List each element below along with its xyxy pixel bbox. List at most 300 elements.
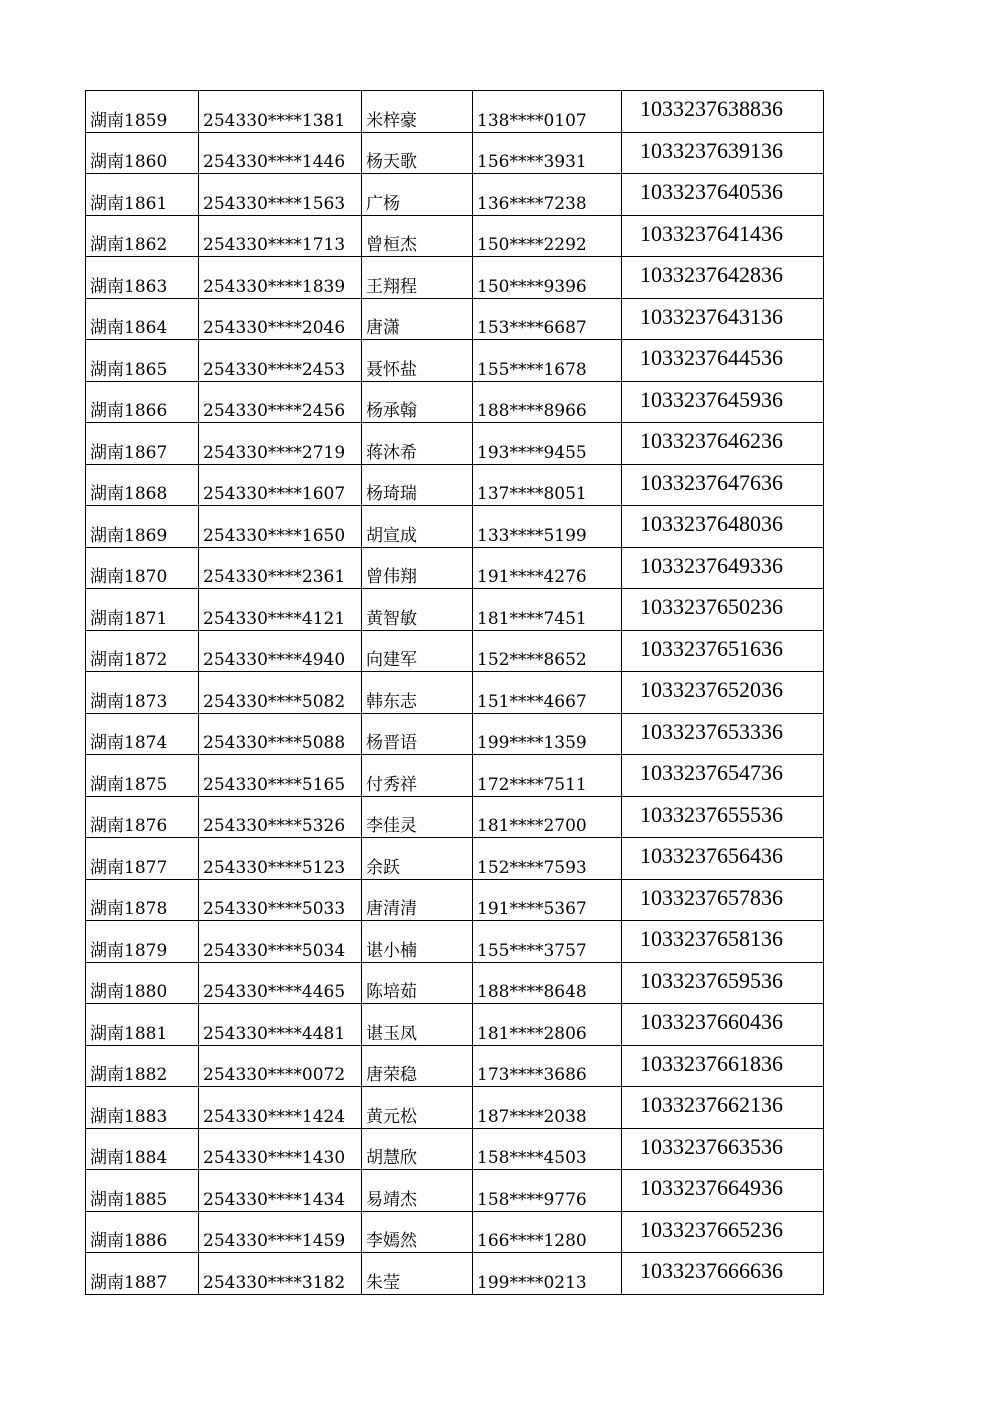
region-code-cell xyxy=(86,298,199,340)
tracking-number-cell xyxy=(622,1087,824,1129)
region-code-text: 湖南1862 xyxy=(90,235,168,255)
id-number-text: 254330****4940 xyxy=(203,650,346,670)
tracking-number-text: 1033237638836 xyxy=(640,96,783,122)
name-text: 黄元松 xyxy=(366,1106,417,1127)
region-code-text: 湖南1865 xyxy=(90,359,168,380)
table-body xyxy=(86,91,824,1295)
phone-text: 188****8966 xyxy=(477,401,587,421)
region-code-text: 湖南1867 xyxy=(90,442,168,463)
id-number-text: 254330****2453 xyxy=(203,359,346,380)
id-number-cell xyxy=(199,1004,362,1046)
region-code-text: 湖南1864 xyxy=(90,318,168,338)
name-text: 聂怀盐 xyxy=(366,359,417,380)
name-cell xyxy=(362,796,473,838)
table-row xyxy=(86,1004,824,1046)
id-number-text: 254330****5088 xyxy=(203,733,346,753)
name-cell xyxy=(362,1170,473,1212)
tracking-number-text: 1033237666636 xyxy=(640,1258,783,1284)
table-row xyxy=(86,298,824,340)
table-row xyxy=(86,921,824,963)
id-number-cell xyxy=(199,921,362,963)
region-code-cell xyxy=(86,215,199,257)
tracking-number-cell xyxy=(622,879,824,921)
name-text: 唐清清 xyxy=(366,899,417,919)
region-code-text: 湖南1873 xyxy=(90,691,168,712)
table-row xyxy=(86,589,824,631)
id-number-text: 254330****5165 xyxy=(203,774,346,795)
phone-cell xyxy=(473,1211,622,1253)
phone-text: 166****1280 xyxy=(477,1231,587,1251)
tracking-number-text: 1033237640536 xyxy=(640,179,783,205)
tracking-number-text: 1033237643136 xyxy=(640,303,783,329)
table-row xyxy=(86,257,824,299)
region-code-text: 湖南1880 xyxy=(90,982,168,1002)
tracking-number-text: 1033237658136 xyxy=(640,926,783,952)
phone-cell xyxy=(473,796,622,838)
phone-text: 158****9776 xyxy=(477,1189,587,1210)
name-text: 陈培茹 xyxy=(366,982,417,1002)
data-table xyxy=(85,90,824,1295)
table-row xyxy=(86,713,824,755)
name-text: 余跃 xyxy=(366,857,400,878)
name-text: 李佳灵 xyxy=(366,816,417,836)
id-number-text: 254330****2456 xyxy=(203,401,346,421)
tracking-number-text: 1033237652036 xyxy=(640,677,783,703)
region-code-cell xyxy=(86,91,199,133)
id-number-cell xyxy=(199,215,362,257)
tracking-number-text: 1033237661836 xyxy=(640,1050,783,1076)
id-number-cell xyxy=(199,132,362,174)
phone-text: 181****2700 xyxy=(477,816,587,836)
region-code-cell xyxy=(86,464,199,506)
tracking-number-cell xyxy=(622,1004,824,1046)
tracking-number-cell xyxy=(622,796,824,838)
id-number-cell xyxy=(199,1253,362,1295)
phone-cell xyxy=(473,838,622,880)
name-text: 向建军 xyxy=(366,650,417,670)
id-number-text: 254330****5034 xyxy=(203,940,346,961)
table-row xyxy=(86,547,824,589)
table-row xyxy=(86,91,824,133)
phone-text: 158****4503 xyxy=(477,1148,587,1168)
phone-cell xyxy=(473,215,622,257)
region-code-text: 湖南1885 xyxy=(90,1189,168,1210)
id-number-text: 254330****4465 xyxy=(203,982,346,1002)
phone-text: 188****8648 xyxy=(477,982,587,1002)
phone-text: 133****5199 xyxy=(477,525,587,546)
name-text: 米梓豪 xyxy=(366,110,417,131)
tracking-number-text: 1033237646236 xyxy=(640,428,783,454)
name-text: 杨晋语 xyxy=(366,733,417,753)
tracking-number-cell xyxy=(622,672,824,714)
id-number-text: 254330****1607 xyxy=(203,484,346,504)
id-number-cell xyxy=(199,91,362,133)
phone-text: 181****2806 xyxy=(477,1023,587,1044)
region-code-cell xyxy=(86,630,199,672)
phone-text: 150****2292 xyxy=(477,235,587,255)
region-code-cell xyxy=(86,796,199,838)
table-row xyxy=(86,1211,824,1253)
region-code-cell xyxy=(86,1253,199,1295)
phone-cell xyxy=(473,921,622,963)
region-code-text: 湖南1869 xyxy=(90,525,168,546)
phone-text: 152****8652 xyxy=(477,650,587,670)
table-row xyxy=(86,755,824,797)
name-text: 杨承翰 xyxy=(366,401,417,421)
tracking-number-cell xyxy=(622,1170,824,1212)
region-code-text: 湖南1877 xyxy=(90,857,168,878)
table-row xyxy=(86,340,824,382)
table-row xyxy=(86,215,824,257)
region-code-text: 湖南1878 xyxy=(90,899,168,919)
id-number-text: 254330****4121 xyxy=(203,608,346,629)
id-number-text: 254330****3182 xyxy=(203,1272,346,1293)
name-cell xyxy=(362,174,473,216)
name-text: 谌玉凤 xyxy=(366,1023,417,1044)
id-number-cell xyxy=(199,962,362,1004)
tracking-number-cell xyxy=(622,630,824,672)
tracking-number-text: 1033237655536 xyxy=(640,801,783,827)
name-cell xyxy=(362,506,473,548)
id-number-text: 254330****4481 xyxy=(203,1023,346,1044)
tracking-number-text: 1033237664936 xyxy=(640,1175,783,1201)
name-text: 杨琦瑞 xyxy=(366,484,417,504)
phone-cell xyxy=(473,713,622,755)
region-code-text: 湖南1870 xyxy=(90,567,168,587)
tracking-number-cell xyxy=(622,298,824,340)
phone-text: 155****1678 xyxy=(477,359,587,380)
phone-text: 172****7511 xyxy=(477,774,587,795)
region-code-text: 湖南1881 xyxy=(90,1023,168,1044)
tracking-number-text: 1033237639136 xyxy=(640,137,783,163)
name-text: 韩东志 xyxy=(366,691,417,712)
name-cell xyxy=(362,962,473,1004)
name-cell xyxy=(362,838,473,880)
name-cell xyxy=(362,921,473,963)
phone-text: 136****7238 xyxy=(477,193,587,214)
phone-text: 187****2038 xyxy=(477,1106,587,1127)
id-number-cell xyxy=(199,713,362,755)
phone-cell xyxy=(473,1004,622,1046)
id-number-cell xyxy=(199,506,362,548)
region-code-text: 湖南1871 xyxy=(90,608,168,629)
tracking-number-cell xyxy=(622,547,824,589)
id-number-text: 254330****1381 xyxy=(203,110,346,131)
table-row xyxy=(86,796,824,838)
table-row xyxy=(86,672,824,714)
tracking-number-cell xyxy=(622,755,824,797)
region-code-text: 湖南1866 xyxy=(90,401,168,421)
table-row xyxy=(86,464,824,506)
name-cell xyxy=(362,755,473,797)
tracking-number-text: 1033237657836 xyxy=(640,884,783,910)
phone-text: 152****7593 xyxy=(477,857,587,878)
phone-cell xyxy=(473,1087,622,1129)
tracking-number-cell xyxy=(622,174,824,216)
id-number-text: 254330****5033 xyxy=(203,899,346,919)
phone-cell xyxy=(473,589,622,631)
name-cell xyxy=(362,630,473,672)
id-number-cell xyxy=(199,464,362,506)
name-text: 黄智敏 xyxy=(366,608,417,629)
tracking-number-text: 1033237654736 xyxy=(640,760,783,786)
name-text: 唐荣稳 xyxy=(366,1065,417,1085)
id-number-cell xyxy=(199,1211,362,1253)
phone-cell xyxy=(473,755,622,797)
id-number-cell xyxy=(199,838,362,880)
tracking-number-cell xyxy=(622,464,824,506)
id-number-text: 254330****1563 xyxy=(203,193,346,214)
phone-cell xyxy=(473,1045,622,1087)
region-code-cell xyxy=(86,672,199,714)
region-code-cell xyxy=(86,1128,199,1170)
name-cell xyxy=(362,423,473,465)
id-number-cell xyxy=(199,174,362,216)
tracking-number-text: 1033237659536 xyxy=(640,967,783,993)
tracking-number-text: 1033237642836 xyxy=(640,262,783,288)
region-code-text: 湖南1879 xyxy=(90,940,168,961)
tracking-number-text: 1033237649336 xyxy=(640,552,783,578)
region-code-cell xyxy=(86,547,199,589)
tracking-number-text: 1033237660436 xyxy=(640,1009,783,1035)
tracking-number-cell xyxy=(622,838,824,880)
tracking-number-text: 1033237641436 xyxy=(640,220,783,246)
tracking-number-cell xyxy=(622,1128,824,1170)
tracking-number-cell xyxy=(622,215,824,257)
tracking-number-cell xyxy=(622,962,824,1004)
phone-text: 181****7451 xyxy=(477,608,587,629)
region-code-text: 湖南1872 xyxy=(90,650,168,670)
name-text: 唐潇 xyxy=(366,318,400,338)
table-row xyxy=(86,174,824,216)
tracking-number-text: 1033237663536 xyxy=(640,1133,783,1159)
id-number-cell xyxy=(199,1170,362,1212)
phone-text: 150****9396 xyxy=(477,276,587,297)
phone-cell xyxy=(473,132,622,174)
id-number-text: 254330****1446 xyxy=(203,152,346,172)
tracking-number-text: 1033237651636 xyxy=(640,635,783,661)
phone-text: 156****3931 xyxy=(477,152,587,172)
phone-text: 155****3757 xyxy=(477,940,587,961)
tracking-number-text: 1033237662136 xyxy=(640,1092,783,1118)
name-cell xyxy=(362,879,473,921)
phone-cell xyxy=(473,340,622,382)
phone-text: 191****5367 xyxy=(477,899,587,919)
table-row xyxy=(86,1253,824,1295)
tracking-number-text: 1033237645936 xyxy=(640,386,783,412)
region-code-cell xyxy=(86,132,199,174)
name-cell xyxy=(362,713,473,755)
phone-cell xyxy=(473,506,622,548)
id-number-cell xyxy=(199,340,362,382)
name-cell xyxy=(362,298,473,340)
name-text: 胡慧欣 xyxy=(366,1148,417,1168)
id-number-text: 254330****1713 xyxy=(203,235,346,255)
table-row xyxy=(86,630,824,672)
table-row xyxy=(86,1170,824,1212)
name-cell xyxy=(362,464,473,506)
region-code-text: 湖南1883 xyxy=(90,1106,168,1127)
phone-text: 199****1359 xyxy=(477,733,587,753)
id-number-text: 254330****1839 xyxy=(203,276,346,297)
tracking-number-cell xyxy=(622,589,824,631)
name-cell xyxy=(362,91,473,133)
id-number-text: 254330****1434 xyxy=(203,1189,346,1210)
phone-cell xyxy=(473,962,622,1004)
name-cell xyxy=(362,257,473,299)
tracking-number-cell xyxy=(622,1211,824,1253)
id-number-cell xyxy=(199,381,362,423)
name-text: 谌小楠 xyxy=(366,940,417,961)
id-number-cell xyxy=(199,879,362,921)
name-text: 王翔程 xyxy=(366,276,417,297)
name-cell xyxy=(362,672,473,714)
region-code-text: 湖南1868 xyxy=(90,484,168,504)
tracking-number-cell xyxy=(622,921,824,963)
tracking-number-text: 1033237644536 xyxy=(640,345,783,371)
name-text: 曾伟翔 xyxy=(366,567,417,587)
region-code-text: 湖南1886 xyxy=(90,1231,168,1251)
name-text: 胡宣成 xyxy=(366,525,417,546)
table-row xyxy=(86,132,824,174)
phone-cell xyxy=(473,257,622,299)
name-cell xyxy=(362,1045,473,1087)
name-text: 广杨 xyxy=(366,193,400,214)
name-text: 易靖杰 xyxy=(366,1189,417,1210)
phone-cell xyxy=(473,381,622,423)
phone-text: 137****8051 xyxy=(477,484,587,504)
tracking-number-cell xyxy=(622,132,824,174)
region-code-cell xyxy=(86,1087,199,1129)
tracking-number-text: 1033237665236 xyxy=(640,1216,783,1242)
phone-cell xyxy=(473,464,622,506)
region-code-text: 湖南1874 xyxy=(90,733,168,753)
tracking-number-cell xyxy=(622,1045,824,1087)
tracking-number-text: 1033237653336 xyxy=(640,718,783,744)
id-number-text: 254330****1650 xyxy=(203,525,346,546)
table-row xyxy=(86,423,824,465)
id-number-text: 254330****2361 xyxy=(203,567,346,587)
region-code-text: 湖南1882 xyxy=(90,1065,168,1085)
name-cell xyxy=(362,1128,473,1170)
phone-text: 153****6687 xyxy=(477,318,587,338)
tracking-number-cell xyxy=(622,713,824,755)
phone-text: 193****9455 xyxy=(477,442,587,463)
phone-text: 173****3686 xyxy=(477,1065,587,1085)
id-number-cell xyxy=(199,423,362,465)
region-code-cell xyxy=(86,381,199,423)
name-text: 朱莹 xyxy=(366,1272,400,1293)
id-number-text: 254330****1459 xyxy=(203,1231,346,1251)
name-cell xyxy=(362,547,473,589)
name-cell xyxy=(362,1211,473,1253)
region-code-cell xyxy=(86,174,199,216)
phone-cell xyxy=(473,423,622,465)
id-number-cell xyxy=(199,630,362,672)
table-row xyxy=(86,838,824,880)
id-number-text: 254330****2046 xyxy=(203,318,346,338)
tracking-number-cell xyxy=(622,340,824,382)
region-code-text: 湖南1887 xyxy=(90,1272,168,1293)
id-number-cell xyxy=(199,672,362,714)
phone-cell xyxy=(473,174,622,216)
phone-cell xyxy=(473,1170,622,1212)
name-text: 曾桓杰 xyxy=(366,235,417,255)
phone-cell xyxy=(473,879,622,921)
region-code-cell xyxy=(86,755,199,797)
id-number-cell xyxy=(199,1045,362,1087)
region-code-cell xyxy=(86,1170,199,1212)
tracking-number-cell xyxy=(622,1253,824,1295)
tracking-number-cell xyxy=(622,257,824,299)
tracking-number-cell xyxy=(622,506,824,548)
phone-cell xyxy=(473,547,622,589)
region-code-cell xyxy=(86,713,199,755)
region-code-cell xyxy=(86,921,199,963)
id-number-text: 254330****5326 xyxy=(203,816,346,836)
region-code-text: 湖南1884 xyxy=(90,1148,168,1168)
table-row xyxy=(86,962,824,1004)
table-row xyxy=(86,1045,824,1087)
name-text: 蒋沐希 xyxy=(366,442,417,463)
id-number-text: 254330****1430 xyxy=(203,1148,346,1168)
region-code-text: 湖南1859 xyxy=(90,110,168,131)
tracking-number-text: 1033237656436 xyxy=(640,843,783,869)
name-cell xyxy=(362,381,473,423)
tracking-number-text: 1033237647636 xyxy=(640,469,783,495)
id-number-cell xyxy=(199,547,362,589)
phone-cell xyxy=(473,630,622,672)
region-code-text: 湖南1876 xyxy=(90,816,168,836)
name-cell xyxy=(362,340,473,382)
id-number-text: 254330****2719 xyxy=(203,442,346,463)
phone-text: 191****4276 xyxy=(477,567,587,587)
id-number-cell xyxy=(199,298,362,340)
phone-text: 199****0213 xyxy=(477,1272,587,1293)
phone-cell xyxy=(473,672,622,714)
tracking-number-cell xyxy=(622,381,824,423)
phone-cell xyxy=(473,1253,622,1295)
id-number-cell xyxy=(199,1087,362,1129)
name-text: 杨天歌 xyxy=(366,152,417,172)
table-row xyxy=(86,879,824,921)
region-code-cell xyxy=(86,879,199,921)
phone-text: 138****0107 xyxy=(477,110,587,131)
name-cell xyxy=(362,132,473,174)
region-code-cell xyxy=(86,962,199,1004)
table-row xyxy=(86,1087,824,1129)
tracking-number-cell xyxy=(622,423,824,465)
id-number-cell xyxy=(199,257,362,299)
phone-cell xyxy=(473,1128,622,1170)
region-code-cell xyxy=(86,340,199,382)
name-cell xyxy=(362,1087,473,1129)
region-code-cell xyxy=(86,589,199,631)
region-code-cell xyxy=(86,1211,199,1253)
region-code-text: 湖南1863 xyxy=(90,276,168,297)
id-number-cell xyxy=(199,796,362,838)
id-number-text: 254330****5082 xyxy=(203,691,346,712)
tracking-number-cell xyxy=(622,91,824,133)
region-code-cell xyxy=(86,838,199,880)
region-code-text: 湖南1875 xyxy=(90,774,168,795)
phone-cell xyxy=(473,91,622,133)
table-row xyxy=(86,381,824,423)
region-code-text: 湖南1860 xyxy=(90,152,168,172)
phone-text: 151****4667 xyxy=(477,691,587,712)
region-code-text: 湖南1861 xyxy=(90,193,168,214)
region-code-cell xyxy=(86,1045,199,1087)
